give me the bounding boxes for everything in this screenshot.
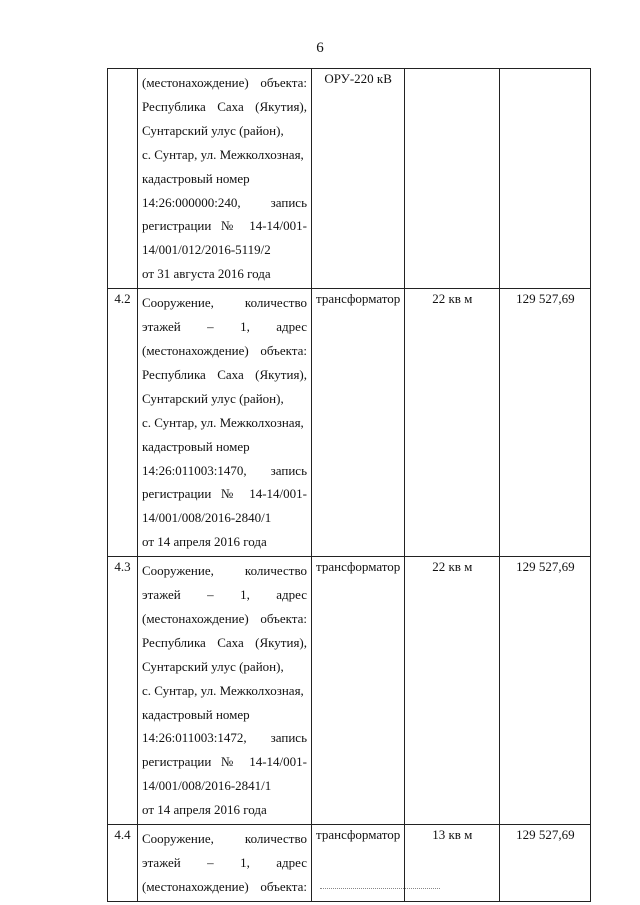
description-line: этажей – 1, адрес — [142, 319, 307, 335]
description-line: (местонахождение) объекта: — [142, 342, 307, 358]
description-line: 14/001/012/2016-5119/2 — [142, 242, 271, 258]
description-line: кадастровый номер — [142, 438, 250, 454]
row-number: 4.2 — [108, 289, 138, 557]
description-line: от 31 августа 2016 года — [142, 266, 271, 282]
object-description — [138, 557, 312, 825]
object-description — [138, 69, 312, 289]
description-line: (местонахождение) объекта: — [142, 878, 307, 894]
description-line: кадастровый номер — [142, 706, 250, 722]
object-area: 13 кв м — [405, 825, 500, 902]
page-number: 6 — [316, 40, 324, 56]
description-line: от 14 апреля 2016 года — [142, 534, 267, 550]
row-number — [108, 69, 138, 289]
description-line: регистрации № 14-14/001- — [142, 754, 307, 770]
row-number: 4.3 — [108, 557, 138, 825]
object-area — [405, 69, 500, 289]
row-number: 4.4 — [108, 825, 138, 902]
property-table-body — [108, 69, 591, 902]
object-cost: 129 527,69 — [500, 557, 591, 825]
table-row — [108, 69, 591, 289]
object-cost: 129 527,69 — [500, 825, 591, 902]
description-line: 14/001/008/2016-2840/1 — [142, 510, 272, 526]
object-name: трансформатор — [312, 557, 405, 825]
description-line: 14:26:011003:1470, запись — [142, 462, 307, 478]
description-line: 14:26:011003:1472, запись — [142, 730, 307, 746]
description-line: (местонахождение) объекта: — [142, 610, 307, 626]
description-line: Сунтарский улус (район), — [142, 658, 284, 674]
object-area: 22 кв м — [405, 557, 500, 825]
description-line: Республика Саха (Якутия), — [142, 98, 307, 114]
description-line: регистрации № 14-14/001- — [142, 486, 307, 502]
table-row — [108, 825, 591, 902]
description-line: Сунтарский улус (район), — [142, 122, 284, 138]
description-line: 14:26:000000:240, запись — [142, 194, 307, 210]
description-line: Сооружение, количество — [142, 831, 307, 847]
object-name: ОРУ-220 кВ — [312, 69, 405, 289]
description-line: этажей – 1, адрес — [142, 855, 307, 870]
object-cost: 129 527,69 — [500, 289, 591, 557]
description-line: Республика Саха (Якутия), — [142, 634, 307, 650]
table-row — [108, 289, 591, 557]
description-line: 14/001/008/2016-2841/1 — [142, 778, 272, 794]
scan-artifact-line — [320, 888, 440, 889]
object-description — [138, 825, 312, 902]
description-line: Сооружение, количество — [142, 295, 307, 311]
description-line: регистрации № 14-14/001- — [142, 218, 307, 234]
table-row — [108, 557, 591, 825]
description-line: этажей – 1, адрес — [142, 587, 307, 603]
description-line: Сунтарский улус (район), — [142, 390, 284, 406]
description-line: Республика Саха (Якутия), — [142, 366, 307, 382]
description-line: от 14 апреля 2016 года — [142, 802, 267, 818]
object-name: трансформатор — [312, 825, 405, 902]
object-cost — [500, 69, 591, 289]
description-line: кадастровый номер — [142, 170, 250, 186]
object-description — [138, 289, 312, 557]
description-line: Сооружение, количество — [142, 563, 307, 579]
object-area: 22 кв м — [405, 289, 500, 557]
property-table — [107, 68, 591, 902]
description-line: с. Сунтар, ул. Межколхозная, — [142, 414, 304, 430]
description-line: с. Сунтар, ул. Межколхозная, — [142, 146, 304, 162]
description-line: (местонахождение) объекта: — [142, 75, 307, 90]
description-line: с. Сунтар, ул. Межколхозная, — [142, 682, 304, 698]
object-name: трансформатор — [312, 289, 405, 557]
